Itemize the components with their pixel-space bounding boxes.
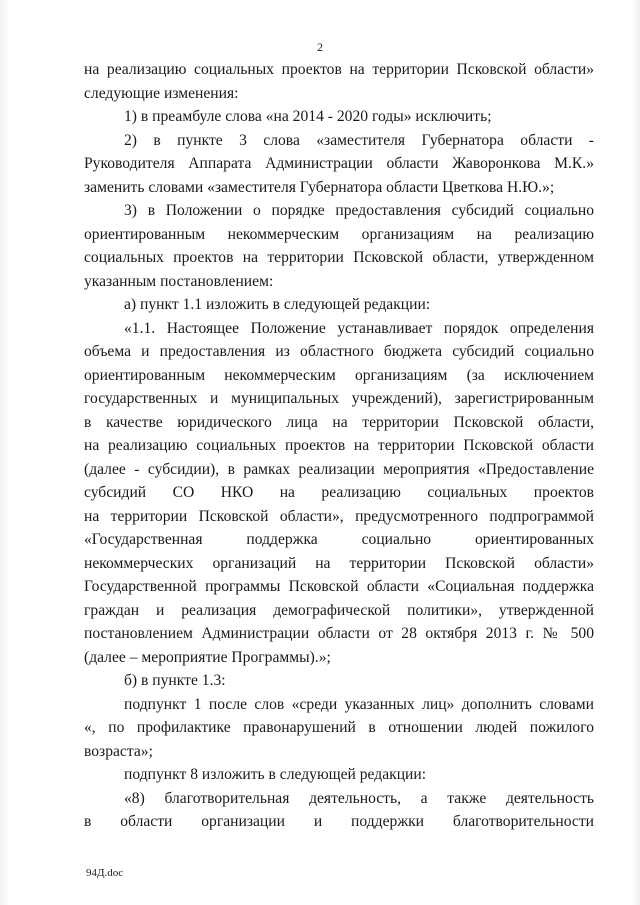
paragraph-intro [84, 58, 594, 105]
scan-edge-left [0, 0, 10, 905]
document-body [84, 58, 594, 834]
text-line: субсидий СО НКО на реализацию социальных проектов [84, 484, 594, 501]
text-line: 1) в преамбуле слова «на 2014 - 2020 годы» исключить; [124, 108, 492, 125]
text-line: ориентированным некоммерческим организациям на реализацию [84, 225, 594, 243]
text-line: государственных и муниципальных учреждений), зарегистрированным [84, 390, 594, 407]
text-line: постановлением Администрации области от 28 октября 2013 г. № 500 [84, 625, 594, 642]
scan-edge-right [632, 0, 640, 905]
text-line: «1.1. Настоящее Положение устанавливает порядок определения [124, 319, 594, 337]
text-line: социальных проектов на территории Псковской области, утвержденном [84, 249, 594, 266]
page-number: 2 [317, 40, 323, 54]
paragraph-quote-1-1 [84, 317, 594, 670]
text-line: в качестве юридического лица на территории Псковской области, [84, 413, 594, 431]
text-line: следующие изменения: [84, 84, 239, 102]
paragraph-subpoint-1 [84, 693, 594, 764]
text-line: подпункт 8 изложить в следующей редакции: [124, 766, 427, 783]
text-line: «Государственная поддержка социально ориентированных [84, 531, 594, 548]
text-line: на реализацию социальных проектов на территории Псковской области» [84, 61, 594, 78]
paragraph-subpoint-8 [84, 763, 594, 787]
text-line: (далее – мероприятие Программы).»; [84, 648, 331, 666]
paragraph-subitem-a [84, 293, 594, 317]
text-line: подпункт 1 после слов «среди указанных лиц» дополнить словами [124, 695, 594, 713]
paragraph-item-3 [84, 199, 594, 293]
text-line: некоммерческих организаций на территории Псковской области» [84, 554, 594, 572]
text-line: заменить словами «заместителя Губернатора области Цветкова Н.Ю.»; [84, 178, 555, 196]
text-line: ориентированным некоммерческим организациям (за исключением [84, 366, 594, 384]
file-name-footer: 94Д.doc [86, 867, 124, 879]
text-line: «8) благотворительная деятельность, а также деятельность [124, 789, 594, 807]
text-line: в области организации и поддержки благотворительности [84, 813, 594, 830]
text-line: 3) в Положении о порядке предоставления субсидий социально [124, 202, 594, 219]
text-line: на реализацию социальных проектов на территории Псковской области [84, 437, 594, 454]
text-line: (далее - субсидии), в рамках реализации мероприятия «Предоставление [84, 460, 594, 478]
text-line: на территории Псковской области», предусмотренного подпрограммой [84, 507, 594, 525]
text-line: граждан и реализация демографической политики», утвержденной [84, 601, 594, 619]
text-line: 2) в пункте 3 слова «заместителя Губернатора области - [124, 131, 594, 149]
text-line: б) в пункте 1.3: [124, 672, 226, 689]
text-line: возраста»; [84, 742, 153, 760]
text-line: объема и предоставления из областного бюджета субсидий социально [84, 343, 594, 360]
paragraph-item-2 [84, 129, 594, 200]
text-line: а) пункт 1.1 изложить в следующей редакции: [124, 296, 431, 313]
paragraph-quote-8 [84, 787, 594, 834]
text-line: Руководителя Аппарата Администрации области Жаворонкова М.К.» [84, 155, 594, 172]
text-line: указанным постановлением: [84, 272, 274, 290]
paragraph-item-1 [84, 105, 594, 129]
text-line: «, по профилактике правонарушений в отношении людей пожилого [84, 719, 594, 736]
text-line: Государственной программы Псковской области «Социальная поддержка [84, 578, 594, 595]
paragraph-subitem-b [84, 669, 594, 693]
